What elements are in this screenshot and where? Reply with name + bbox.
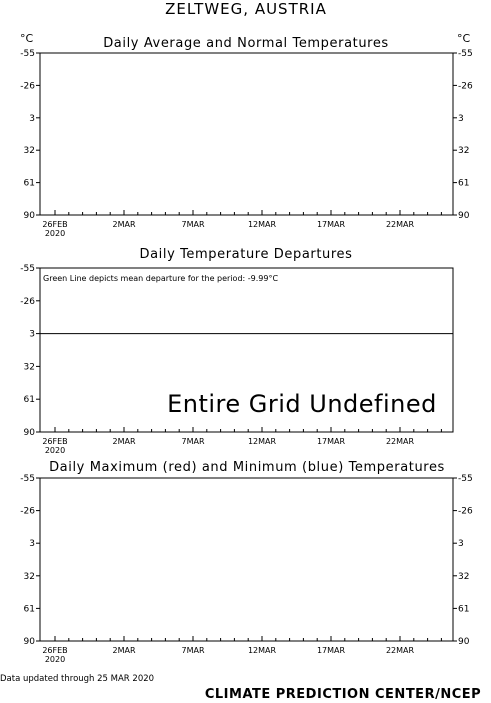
y-tick-label-left: -55 [20, 49, 35, 59]
panel-title: Daily Temperature Departures [139, 247, 353, 262]
mean-departure-note: Green Line depicts mean departure for the period: -9.99°C [43, 274, 279, 283]
panel-title: Daily Maximum (red) and Minimum (blue) Temperatures [49, 460, 445, 475]
x-tick-label: 12MAR [247, 220, 277, 229]
undefined-grid-label: Entire Grid Undefined [167, 390, 437, 418]
y-tick-label-left: -55 [20, 264, 35, 274]
x-tick-label: 2MAR [112, 437, 136, 446]
x-tick-label: 12MAR [247, 646, 277, 655]
y-tick-label-right: 3 [458, 539, 464, 550]
x-year-label: 2020 [44, 655, 66, 664]
y-tick-label-left: -55 [20, 474, 35, 484]
y-tick-label-right: 32 [458, 571, 470, 582]
plot-frame [40, 53, 453, 215]
y-tick-label-left: 3 [29, 329, 35, 340]
y-tick-label-left: 61 [23, 178, 35, 189]
x-year-label: 2020 [44, 229, 66, 238]
station-title: ZELTWEG, AUSTRIA [165, 0, 327, 18]
x-tick-label: 17MAR [316, 220, 346, 229]
x-tick-label: 2MAR [112, 220, 136, 229]
x-tick-label: 17MAR [316, 437, 346, 446]
panel-daily-average [20, 32, 473, 238]
x-tick-label: 26FEB [42, 437, 68, 446]
x-tick-label: 12MAR [247, 437, 277, 446]
y-tick-label-left: 3 [29, 539, 35, 550]
panel-departures [20, 247, 453, 455]
x-tick-label: 17MAR [316, 646, 346, 655]
y-tick-label-left: -26 [20, 296, 35, 307]
x-tick-label: 26FEB [42, 646, 68, 655]
y-tick-label-left: 61 [23, 604, 35, 615]
x-tick-label: 7MAR [181, 437, 205, 446]
x-tick-label: 22MAR [385, 437, 415, 446]
y-tick-label-right: 90 [458, 211, 470, 221]
y-tick-label-left: 32 [23, 146, 35, 157]
y-tick-label-left: 32 [23, 571, 35, 582]
y-tick-label-left: 61 [23, 395, 35, 406]
y-tick-label-left: 3 [29, 113, 35, 124]
unit-label-right: °C [457, 32, 471, 45]
unit-label-left: °C [20, 32, 34, 45]
y-tick-label-right: 32 [458, 146, 470, 157]
y-tick-label-right: 3 [458, 113, 464, 124]
y-tick-label-right: -55 [458, 474, 473, 484]
y-tick-label-right: 61 [458, 604, 470, 615]
y-tick-label-left: 90 [23, 211, 35, 221]
x-tick-label: 7MAR [181, 646, 205, 655]
y-tick-label-right: -26 [458, 81, 473, 92]
y-tick-label-left: 90 [23, 428, 35, 438]
x-tick-label: 22MAR [385, 646, 415, 655]
x-tick-label: 7MAR [181, 220, 205, 229]
x-tick-label: 26FEB [42, 220, 68, 229]
plot-frame [40, 478, 453, 641]
y-tick-label-right: 90 [458, 637, 470, 647]
y-tick-label-left: 32 [23, 362, 35, 373]
panel-max-min [20, 460, 473, 664]
y-tick-label-left: -26 [20, 506, 35, 517]
y-tick-label-right: 61 [458, 178, 470, 189]
x-tick-label: 2MAR [112, 646, 136, 655]
y-tick-label-right: -26 [458, 506, 473, 517]
panel-title: Daily Average and Normal Temperatures [103, 36, 389, 51]
y-tick-label-left: 90 [23, 637, 35, 647]
credit-label: CLIMATE PREDICTION CENTER/NCEP [204, 687, 482, 702]
data-updated-note: Data updated through 25 MAR 2020 [0, 674, 155, 684]
y-tick-label-right: -55 [458, 49, 473, 59]
y-tick-label-left: -26 [20, 81, 35, 92]
x-tick-label: 22MAR [385, 220, 415, 229]
x-year-label: 2020 [44, 446, 66, 455]
